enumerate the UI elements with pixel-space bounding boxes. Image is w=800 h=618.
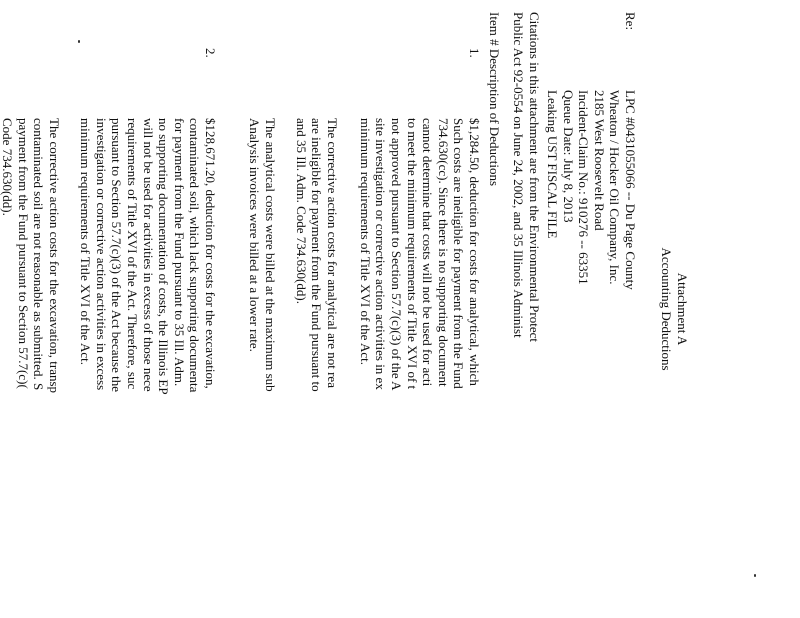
text-line: Code 734.630(dd). — [0, 118, 16, 216]
text-line: minimum requirements of Title XVI of the Act. — [78, 118, 94, 365]
re-line: LPC #0431055066 -- Du Page County — [623, 90, 638, 290]
item-1-paragraph-2 — [293, 118, 340, 618]
text-line: The corrective action costs for analytical are not rea — [325, 118, 340, 388]
text-line: for payment from the Fund pursuant to 35 Ill. Adm. — [171, 118, 187, 387]
citation-line: Public Act 92-0554 on June 24, 2002, and 35 Illinois Administ — [511, 12, 527, 338]
text-line: The analytical costs were billed at the maximum sub — [263, 118, 278, 392]
item-header: Item # Description of Deductions — [487, 12, 502, 187]
text-line: Analysis invoices were billed at a lower rate. — [247, 118, 263, 352]
item-number: 1. — [467, 48, 482, 58]
re-label: Re: — [623, 12, 638, 31]
text-line: are ineligible for payment from the Fund pursuant to — [309, 118, 325, 392]
item-1-paragraph-1 — [357, 118, 482, 618]
scan-speck — [78, 40, 80, 43]
text-line: The corrective action costs for the excavation, transp — [47, 118, 62, 394]
text-line: payment from the Fund pursuant to Section 57.7(c)( — [15, 118, 31, 389]
text-line: cannot determine that costs will not be used for acti — [420, 118, 436, 387]
re-line: 2185 West Roosevelt Road — [591, 90, 607, 231]
text-line: not approved pursuant to Section 57.7(c)(3) of the A — [389, 118, 405, 391]
text-line: Such costs are ineligible for payment from the Fund — [451, 118, 467, 389]
re-line: Queue Date: July 8, 2013 — [560, 90, 576, 223]
item-2-paragraph-1 — [78, 118, 218, 618]
text-line: and 35 Ill. Adm. Code 734.630(dd). — [293, 118, 309, 304]
text-line: contaminated soil are not reasonable as submitted. S — [31, 118, 47, 391]
text-line: $128,671.20, deduction for costs for the excavation, — [203, 118, 218, 389]
citations-block — [511, 12, 542, 342]
text-line: requirements of Title XVI of the Act. Therefore, suc — [125, 118, 141, 390]
text-line: minimum requirements of Title XVI of the Act. — [357, 118, 373, 365]
text-line: investigation or corrective action activities in excess — [93, 118, 109, 391]
item-1-paragraph-3 — [247, 118, 278, 618]
attachment-subtitle: Accounting Deductions — [659, 247, 674, 371]
item-2-paragraph-2 — [0, 118, 62, 618]
text-line: pursuant to Section 57.7(c)(3) of the Act because the — [109, 118, 125, 392]
re-line: Wheaton / Hocker Oil Company, Inc. — [607, 90, 623, 285]
text-line: site investigation or corrective action activities in ex — [373, 118, 389, 390]
citation-line: Citations in this attachment are from the Environmental Protect — [527, 12, 542, 342]
item-number: 2. — [203, 48, 218, 58]
text-line: $1,284.50, deduction for costs for analytical, which — [467, 118, 482, 386]
text-line: 734.630(cc). Since there is no supporting document — [435, 118, 451, 387]
attachment-title: Attachment A — [675, 272, 690, 346]
text-line: to meet the minimum requirements of Title XVI of t — [404, 118, 420, 390]
text-line: contaminated soil, which lack supporting documenta — [187, 118, 203, 393]
scan-speck — [754, 574, 756, 577]
text-line: no supporting documentation of costs, the Illinois EP — [156, 118, 172, 395]
re-line: Incident-Claim No.: 910276 -- 63351 — [576, 90, 592, 285]
re-line: Leaking UST FISCAL FILE — [545, 90, 561, 239]
text-line: will not be used for activities in excess of those nece — [140, 118, 156, 392]
re-block — [544, 90, 638, 290]
